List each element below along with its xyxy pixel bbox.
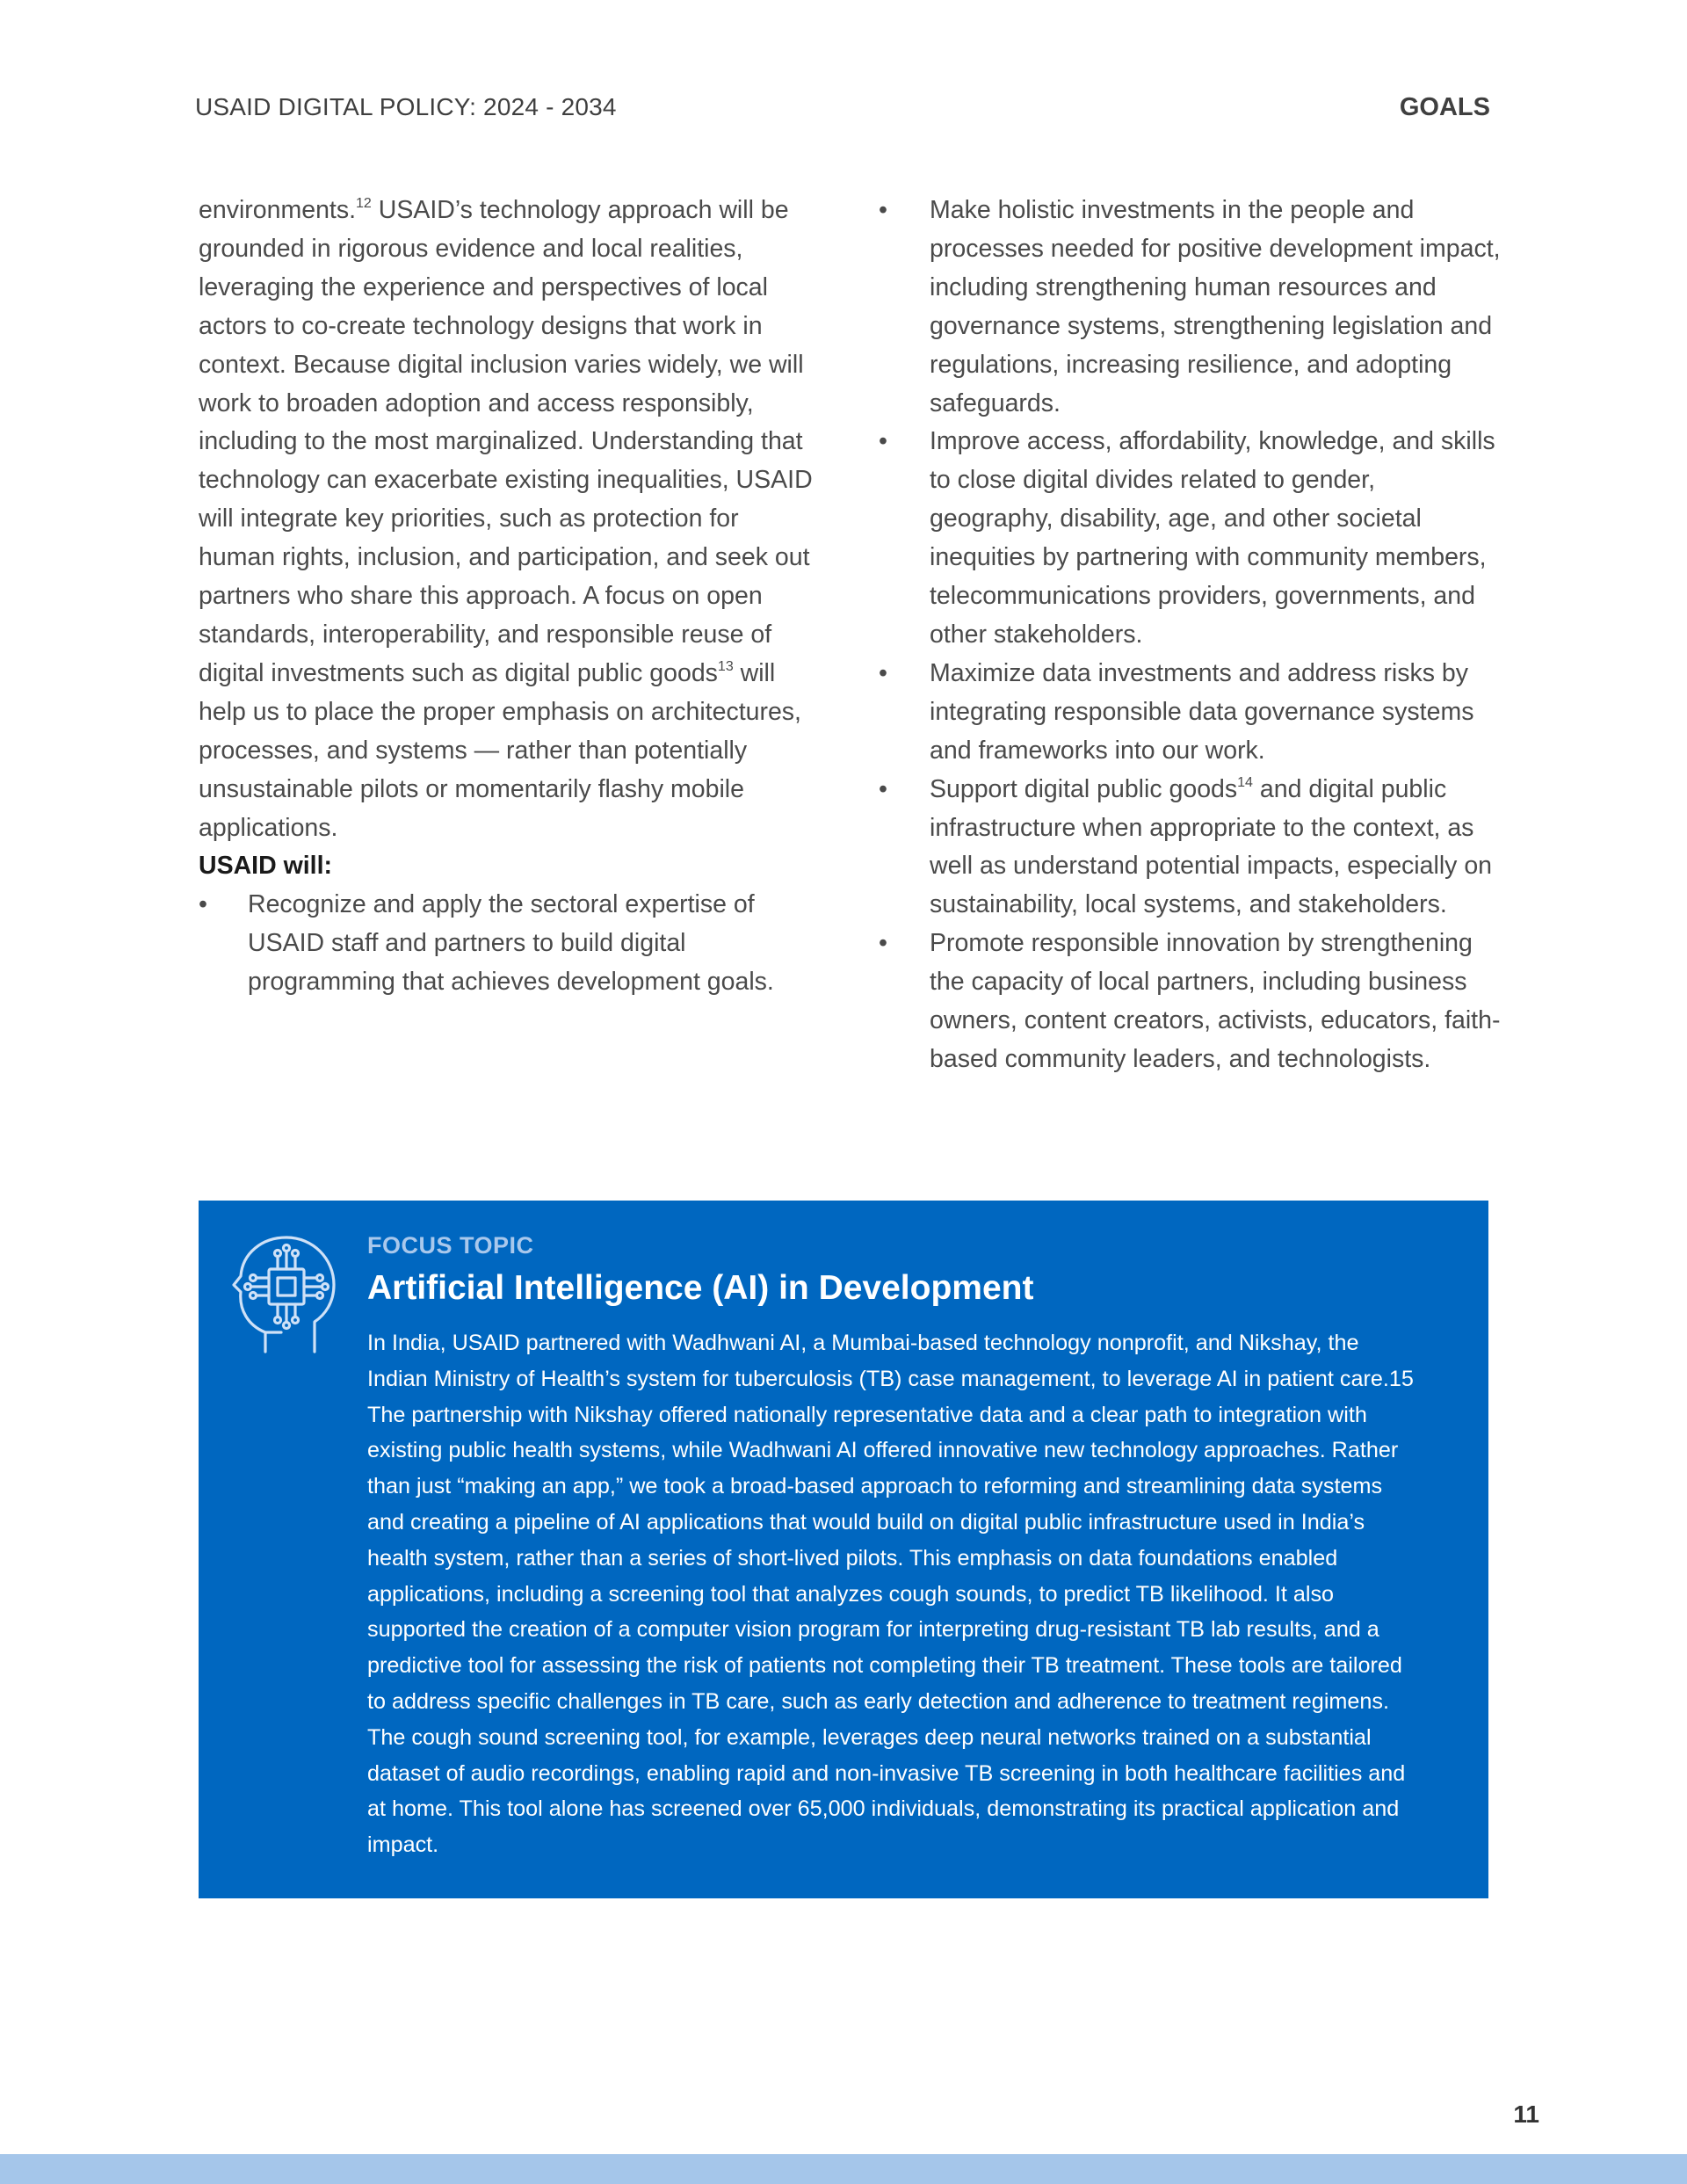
footnote-ref-13[interactable]: 13 — [717, 658, 734, 674]
footer-bar — [0, 2154, 1687, 2184]
list-item: • Improve access, affordability, knowledge, and skills to close digital divides related to gender, geography, disability, age, and other societal inequities by partnering with community members, telecommunications providers, governments, and other stakeholders. — [879, 423, 1502, 654]
footnote-ref-12[interactable]: 12 — [356, 196, 372, 211]
list-item: • Make holistic investments in the people and processes needed for positive development impact, including strengthening human resources and governance systems, strengthening legislation and regulations, increasing resilience, and adopting safeguards. — [879, 192, 1502, 423]
focus-topic-body: In India, USAID partnered with Wadhwani AI, a Mumbai-based technology nonprofit, and Nikshay, the Indian Ministry of Health’s system for tuberculosis (TB) case management, to leverage AI in patient care.15 The partnership with Nikshay offered nationally representative data and a clear path to integration with existing public health systems, while Wadhwani AI offered innovative new technology approaches. Rather than just “making an app,” we took a broad-based approach to reforming and streamlining data systems and creating a pipeline of AI applications that would build on digital public infrastructure used in India’s health system, rather than a series of short-lived pilots. This emphasis on data foundations enabled applications, including a screening tool that analyzes cough sounds, to predict TB likelihood. It also supported the creation of a computer vision program for interpreting drug-resistant TB lab results, and a predictive tool for assessing the risk of patients not completing their TB treatment. These tools are tailored to address specific challenges in TB care, such as early detection and adherence to treatment regimens. The cough sound screening tool, for example, leverages deep neural networks trained on a substantial dataset of audio recordings, enabling rapid and non-invasive TB screening in both healthcare facilities and at home. This tool alone has screened over 65,000 individuals, demonstrating its practical application and impact. — [367, 1331, 1414, 1858]
usaid-will-heading: USAID will: — [199, 852, 333, 881]
section-label: GOALS — [1399, 93, 1490, 121]
focus-topic-title: Artificial Intelligence (AI) in Development — [367, 1269, 1034, 1307]
focus-topic-box — [199, 1201, 1488, 1898]
ai-head-chip-icon — [230, 1234, 337, 1355]
list-item: • Promote responsible innovation by strengthening the capacity of local partners, including business owners, content creators, activists, educators, faith-based community leaders, and technologists. — [879, 925, 1502, 1079]
intro-paragraph: environments.$^{12}$ USAID’s technology approach will be grounded in rigorous evidence and local realities, leveraging the experience and perspectives of local actors to co-create technology designs that work in context. Because digital inclusion varies widely, we will work to broaden adoption and access responsibly, including to the most marginalized. Understanding that technology can exacerbate existing inequalities, USAID will integrate key priorities, such as protection for human rights, inclusion, and participation, and seek out partners who share this approach. A focus on open standards, interoperability, and responsible reuse of digital investments such as digital public goods$^{13}$ will help us to place the proper emphasis on architectures, processes, and systems — rather than potentially unsustainable pilots or momentarily flashy mobile applications. — [199, 196, 813, 842]
right-column — [879, 192, 1502, 1079]
page-number: 11 — [1513, 2101, 1539, 2128]
commitment-list — [199, 886, 814, 1002]
commitment-list-continued — [879, 192, 1502, 1079]
list-item: • Maximize data investments and address risks by integrating responsible data governance systems and frameworks into our work. — [879, 655, 1502, 771]
list-item: • Recognize and apply the sectoral expertise of USAID staff and partners to build digital programming that achieves development goals. — [199, 886, 814, 1002]
document-title: USAID DIGITAL POLICY: 2024 - 2034 — [195, 93, 617, 120]
list-item: • Support digital public goods$^{14}$ and digital public infrastructure when appropriate to the context, as well as understand potential impacts, especially on sustainability, local systems, and stakeholders. — [879, 771, 1502, 925]
footnote-ref-14[interactable]: 14 — [1237, 774, 1253, 790]
focus-topic-label: FOCUS TOPIC — [367, 1232, 534, 1259]
left-column — [199, 192, 814, 1002]
